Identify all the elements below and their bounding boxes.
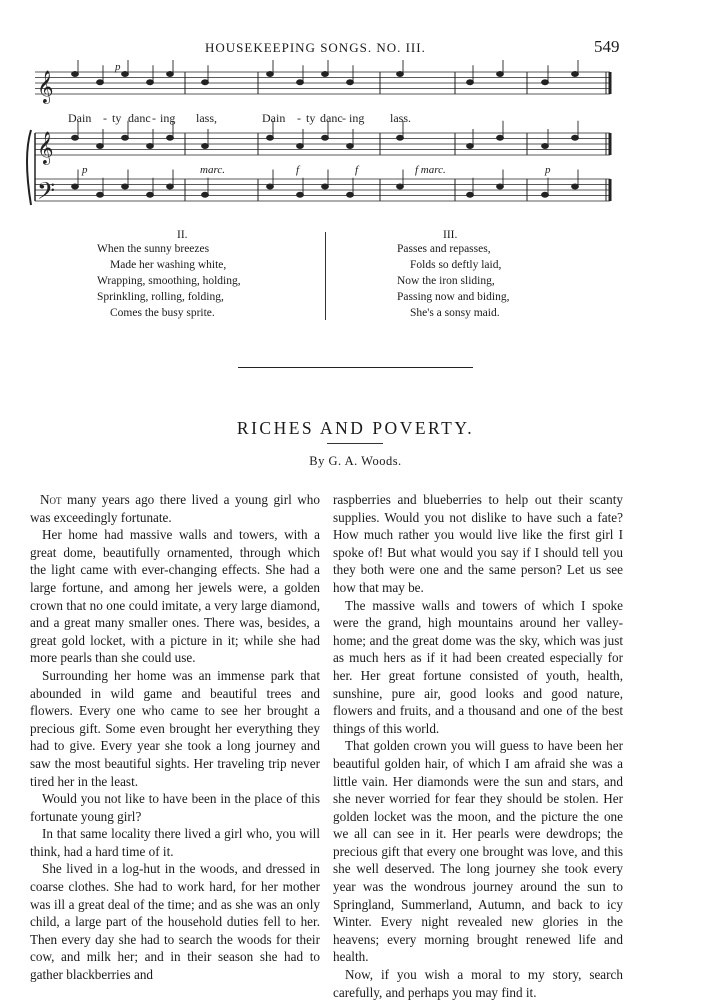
- note-head: [297, 192, 304, 197]
- lyric-syllable: lass,: [196, 111, 217, 125]
- dynamic-mark: f: [296, 164, 300, 176]
- lyric-syllable: -: [103, 111, 107, 125]
- lyric-syllable: -: [297, 111, 301, 125]
- verse-2-line: Comes the busy sprite.: [110, 307, 215, 319]
- note-head: [397, 135, 404, 140]
- note-head: [397, 184, 404, 189]
- lyric-syllable: Dain: [68, 111, 92, 125]
- note-head: [467, 144, 474, 149]
- note-head: [72, 135, 79, 140]
- paragraph-text: many years ago there lived a young girl who was exceedingly fortunate.: [30, 492, 320, 525]
- note-head: [97, 80, 104, 85]
- lyric-syllable: -: [152, 111, 156, 125]
- song-verses: [0, 228, 711, 323]
- verse-2-line: Sprinkling, rolling, folding,: [97, 291, 224, 303]
- drop-word: Not: [40, 492, 62, 507]
- note-head: [97, 192, 104, 197]
- lyric-syllable: danc: [128, 111, 151, 125]
- dynamic-mark: f marc.: [415, 164, 446, 176]
- note-head: [542, 192, 549, 197]
- note-head: [297, 144, 304, 149]
- verse-2-number: II.: [177, 229, 188, 241]
- note-head: [497, 72, 504, 77]
- dynamic-mark: marc.: [200, 164, 225, 176]
- paragraph: She lived in a log-hut in the woods, and dressed in coarse clothes. She had to work hard, for her mother was ill a great deal of the time; and as she was an only child, a large part of the household duties fell to her. Then every day she had to search the woods for their cow, and milk her; and in their season she had to gather blackberries and: [30, 861, 320, 983]
- verse-3-line: Passing now and biding,: [397, 291, 510, 303]
- lyric-syllable: danc: [320, 111, 343, 125]
- running-head: HOUSEKEEPING SONGS. NO. III.: [205, 40, 426, 55]
- dynamic-mark: p: [115, 61, 121, 73]
- note-head: [397, 72, 404, 77]
- verse-3-line: Now the iron sliding,: [397, 275, 495, 287]
- note-head: [122, 184, 129, 189]
- verse-2-line: When the sunny breezes: [97, 243, 210, 255]
- verse-3-line: Folds so deftly laid,: [410, 259, 502, 271]
- note-head: [542, 80, 549, 85]
- note-head: [497, 135, 504, 140]
- lyric-syllable: ty: [306, 111, 316, 125]
- note-head: [267, 184, 274, 189]
- note-head: [267, 135, 274, 140]
- note-head: [322, 72, 329, 77]
- note-head: [147, 192, 154, 197]
- note-head: [267, 72, 274, 77]
- paragraph: raspberries and blueberries to help out their scanty supplies. Would you not dislike to have such a fate? How much rather you would live like the first girl I spoke of! But what would you say if I should tell you they both were one and the same person? Let us see how that may be.: [333, 492, 623, 595]
- note-head: [167, 135, 174, 140]
- sheet-music: [0, 60, 711, 225]
- lyric-syllable: ty: [112, 111, 122, 125]
- note-head: [97, 144, 104, 149]
- verse-divider: [325, 232, 326, 320]
- note-head: [347, 192, 354, 197]
- page-header: [0, 37, 711, 62]
- note-head: [542, 144, 549, 149]
- music-score: [0, 60, 711, 225]
- system-brace: [27, 130, 31, 205]
- verse-2-line: Made her washing white,: [110, 259, 227, 271]
- section-divider: [238, 367, 473, 368]
- verse-3-line: Passes and repasses,: [397, 243, 491, 255]
- note-head: [167, 72, 174, 77]
- note-head: [467, 80, 474, 85]
- right-column: [333, 491, 623, 1001]
- lyric-syllable: Dain: [262, 111, 286, 125]
- paragraph: [30, 491, 320, 526]
- lyric-syllable: lass.: [390, 111, 411, 125]
- note-head: [572, 72, 579, 77]
- note-head: [72, 72, 79, 77]
- note-head: [202, 192, 209, 197]
- note-head: [467, 192, 474, 197]
- note-head: [497, 184, 504, 189]
- paragraph: Her home had massive walls and towers, with a great dome, beautifully ornamented, through which the light came with ever-changing effects. She had a large fortune, and among her jewels were, a golden crown that no one could imitate, a very large diamond, and a great many smaller ones. There was, besides, a great gold locket, with a picture in it; while she had more pearls than she could use.: [30, 527, 320, 666]
- note-head: [122, 72, 129, 77]
- paragraph: That golden crown you will guess to have been her beautiful golden hair, of which I am afraid she was a little vain. Her diamonds were the sun and stars, and she never worried for fear they should be stolen. Her golden locket was the moon, and the picture the one we all can see in it. Her pearls were dewdrops; the precious gift that every one brought was love, and this she well deserved. The long journey she took every year was the wondrous journey around the sun to Springland, Summerland, Autumn, and back to icy Winter. Every night revealed new glories in the heavens; every morning brought renewed life and health.: [333, 738, 623, 965]
- title-rule: [327, 443, 383, 444]
- bass-clef: 𝄢: [37, 179, 56, 210]
- note-head: [347, 80, 354, 85]
- verse-3-line: She's a sonsy maid.: [410, 307, 500, 319]
- note-head: [322, 184, 329, 189]
- note-head: [572, 135, 579, 140]
- paragraph: The massive walls and towers of which I spoke were the grand, high mountains around her valley-home; and the great dome was the sky, which was just as much hers as if it had been created especially for her. Her great fortune consisted of youth, health, sunshine, pure air, good looks and good nature, flowers and fruits, and a thousand and one of the best things of this world.: [333, 597, 623, 736]
- verse-2-line: Wrapping, smoothing, holding,: [97, 275, 241, 287]
- treble-clef: 𝄞: [37, 133, 54, 164]
- dynamic-mark: p: [82, 164, 88, 176]
- treble-clef: 𝄞: [37, 72, 54, 103]
- note-head: [347, 144, 354, 149]
- paragraph: Now, if you wish a moral to my story, search carefully, and perhaps you may find it.: [333, 967, 623, 1000]
- note-head: [202, 80, 209, 85]
- note-head: [297, 80, 304, 85]
- lyric-syllable: -: [342, 111, 346, 125]
- paragraph: Surrounding her home was an immense park that abounded in wild game and beautiful trees and flowers. Every one who came to see her brought a precious gift. Some even brought her everything they had to give. Every year she took a long journey and saw the most beautiful sights. Her traveling trip never tired her in the least.: [30, 667, 320, 789]
- lyric-syllable: ing: [160, 111, 176, 125]
- byline: By G. A. Woods.: [309, 454, 402, 468]
- article-title: RICHES AND POVERTY.: [236, 418, 475, 438]
- note-head: [147, 144, 154, 149]
- note-head: [147, 80, 154, 85]
- verse-3-number: III.: [443, 229, 458, 241]
- left-column: [30, 491, 320, 984]
- paragraph: In that same locality there lived a girl who, you will think, had a hard time of it.: [30, 826, 320, 859]
- note-head: [167, 184, 174, 189]
- note-head: [572, 184, 579, 189]
- note-head: [122, 135, 129, 140]
- page-number: 549: [594, 37, 620, 56]
- note-head: [72, 184, 79, 189]
- lyric-syllable: ing: [349, 111, 365, 125]
- note-head: [202, 144, 209, 149]
- note-head: [322, 135, 329, 140]
- dynamic-mark: p: [545, 164, 551, 176]
- paragraph: Would you not like to have been in the place of this fortunate young girl?: [30, 791, 320, 824]
- dynamic-mark: f: [355, 164, 359, 176]
